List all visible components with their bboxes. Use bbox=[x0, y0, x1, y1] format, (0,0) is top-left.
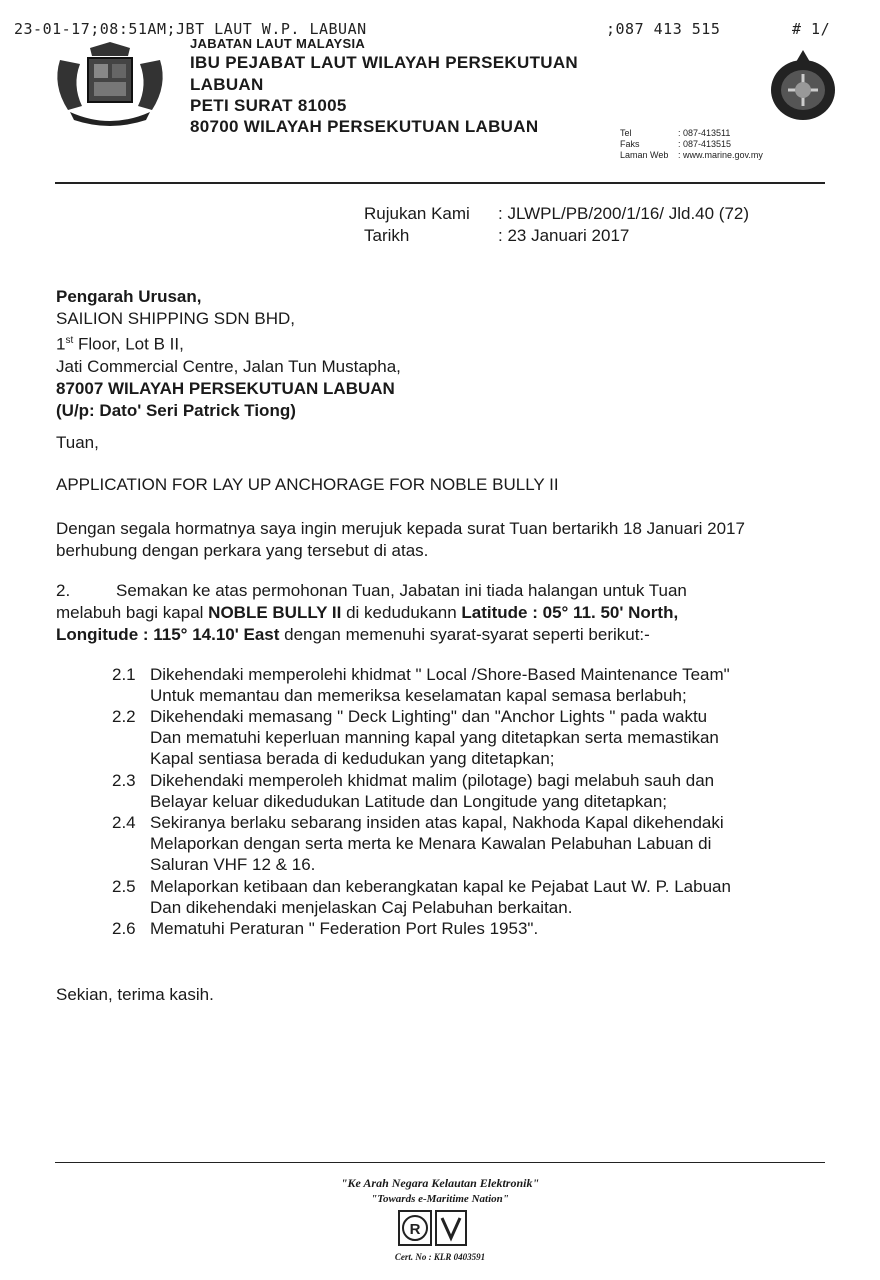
certification-logos bbox=[398, 1210, 468, 1248]
paragraph-2-number: 2. bbox=[56, 581, 71, 600]
condition-line: Belayar keluar dikedudukan Latitude dan Longitude yang ditetapkan; bbox=[150, 792, 667, 811]
reference-label: Rujukan Kami bbox=[364, 204, 470, 223]
condition-line: Dikehendaki memperoleh khidmat malim (pilotage) bagi melabuh sauh dan bbox=[150, 771, 715, 790]
recipient-title: Pengarah Urusan, bbox=[56, 287, 202, 306]
contact-block bbox=[620, 128, 763, 161]
footer-motto-english: "Towards e-Maritime Nation" bbox=[371, 1193, 509, 1205]
condition-line: Melaporkan dengan serta merta ke Menara Kawalan Pelabuhan Labuan di bbox=[150, 834, 712, 853]
malaysia-coat-of-arms-logo bbox=[50, 40, 170, 130]
subject-line: APPLICATION FOR LAY UP ANCHORAGE FOR NOBLE BULLY II bbox=[56, 475, 559, 494]
condition-number: 2.5 bbox=[112, 877, 136, 896]
salutation: Tuan, bbox=[56, 433, 99, 452]
paragraph-2-line-3: Longitude : 115° 14.10' East dengan memenuhi syarat-syarat seperti berikut:- bbox=[56, 625, 650, 644]
recipient-address-3: 87007 WILAYAH PERSEKUTUAN LABUAN bbox=[56, 378, 395, 398]
footer-motto-malay: "Ke Arah Negara Kelautan Elektronik" bbox=[340, 1176, 540, 1190]
recipient-block bbox=[56, 286, 401, 422]
paragraph-2-line-2: melabuh bagi kapal NOBLE BULLY II di kedudukann Latitude : 05° 11. 50' North, bbox=[56, 603, 679, 622]
condition-line: Dan mematuhi keperluan manning kapal yang ditetapkan serta memastikan bbox=[150, 728, 719, 747]
date-value: : 23 Januari 2017 bbox=[498, 226, 630, 245]
marine-department-emblem-logo bbox=[768, 48, 838, 124]
fax-header-timestamp: 23-01-17;08:51AM;JBT LAUT W.P. LABUAN bbox=[14, 20, 367, 38]
condition-number: 2.6 bbox=[112, 919, 136, 938]
recipient-company: SAILION SHIPPING SDN BHD, bbox=[56, 309, 295, 328]
recipient-address-2: Jati Commercial Centre, Jalan Tun Mustapha, bbox=[56, 356, 401, 376]
letterhead-dept: JABATAN LAUT MALAYSIA bbox=[190, 36, 366, 48]
condition-number: 2.1 bbox=[112, 665, 136, 684]
condition-number: 2.4 bbox=[112, 813, 136, 832]
letterhead-line4: 80700 WILAYAH PERSEKUTUAN LABUAN bbox=[190, 117, 539, 136]
header-divider bbox=[55, 182, 825, 184]
paragraph-2 bbox=[56, 580, 836, 646]
recipient-attention: (U/p: Dato' Seri Patrick Tiong) bbox=[56, 400, 296, 420]
paragraph-2-line-1: Semakan ke atas permohonan Tuan, Jabatan ini tiada halangan untuk Tuan bbox=[116, 581, 687, 600]
condition-line: Melaporkan ketibaan dan keberangkatan kapal ke Pejabat Laut W. P. Labuan bbox=[150, 877, 731, 896]
fax-header-page: # 1/ bbox=[792, 20, 831, 38]
condition-line: Dan dikehendaki menjelaskan Caj Pelabuhan berkaitan. bbox=[150, 898, 573, 917]
condition-line: Untuk memantau dan memeriksa keselamatan kapal semasa berlabuh; bbox=[150, 686, 687, 705]
faks-label: Faks bbox=[620, 139, 640, 149]
condition-line: Mematuhi Peraturan " Federation Port Rules 1953". bbox=[150, 919, 539, 938]
condition-line: Kapal sentiasa berada di kedudukan yang ditetapkan; bbox=[150, 749, 555, 768]
letterhead-line1: IBU PEJABAT LAUT WILAYAH PERSEKUTUAN bbox=[190, 53, 578, 72]
recipient-address-1: 1st Floor, Lot B II, bbox=[56, 334, 184, 354]
tel-value: : 087-413511 bbox=[678, 128, 731, 138]
condition-line: Dikehendaki memasang " Deck Lighting" dan "Anchor Lights " pada waktu bbox=[150, 707, 708, 726]
paragraph-1 bbox=[56, 518, 836, 562]
web-value: : www.marine.gov.my bbox=[678, 150, 763, 160]
web-label: Laman Web bbox=[620, 150, 669, 160]
faks-value: : 087-413515 bbox=[678, 139, 732, 149]
condition-number: 2.2 bbox=[112, 707, 136, 726]
paragraph-1-line-1: Dengan segala hormatnya saya ingin merujuk kepada surat Tuan bertarikh 18 Januari 2017 bbox=[56, 519, 745, 538]
paragraph-1-line-2: berhubung dengan perkara yang tersebut di atas. bbox=[56, 541, 429, 560]
certificate-number: Cert. No : KLR 0403591 bbox=[394, 1252, 486, 1262]
fax-header-number: ;087 413 515 bbox=[606, 20, 721, 38]
letterhead-line2: LABUAN bbox=[190, 75, 264, 94]
condition-line: Sekiranya berlaku sebarang insiden atas kapal, Nakhoda Kapal dikehendaki bbox=[150, 813, 724, 832]
condition-line: Dikehendaki memperolehi khidmat " Local /Shore-Based Maintenance Team" bbox=[150, 665, 730, 684]
closing-line: Sekian, terima kasih. bbox=[56, 985, 214, 1004]
footer-divider bbox=[55, 1162, 825, 1163]
condition-number: 2.3 bbox=[112, 771, 136, 790]
letterhead-line3: PETI SURAT 81005 bbox=[190, 96, 347, 115]
date-label: Tarikh bbox=[364, 226, 410, 245]
reference-value: : JLWPL/PB/200/1/16/ Jld.40 (72) bbox=[498, 204, 750, 223]
cert-mark-text: R bbox=[409, 1221, 421, 1238]
condition-line: Saluran VHF 12 & 16. bbox=[150, 855, 316, 874]
tel-label: Tel bbox=[620, 128, 632, 138]
